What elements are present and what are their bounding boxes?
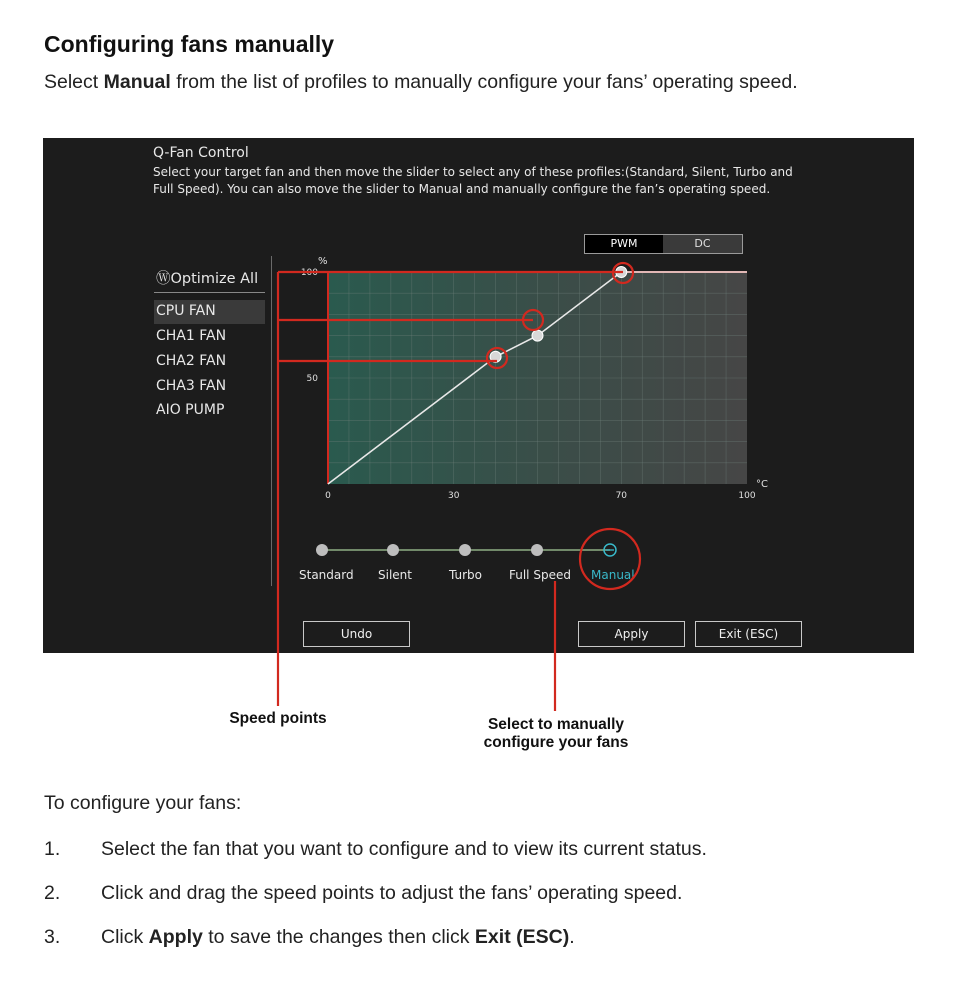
caption-speed-points: Speed points [229,710,327,727]
y-axis-label: % [318,256,328,267]
fan-item-cha2[interactable]: CHA2 FAN [156,353,227,369]
gauge-icon: Ⓦ [156,271,171,287]
step-number: 1. [44,838,61,860]
speed-point-marker-1 [487,348,507,368]
mode-pwm-button[interactable]: PWM [585,235,663,253]
caption-manual [470,716,642,752]
fan-item-cpu[interactable]: CPU FAN [156,303,216,319]
y-tick-label: 50 [306,374,318,384]
x-tick-label: 100 [738,491,756,501]
step-text-part: Click [101,926,149,948]
step-number: 3. [44,926,61,948]
step-text: Select the fan that you want to configure and to view its current status. [101,838,707,860]
fan-item-cha3[interactable]: CHA3 FAN [156,378,227,394]
profile-turbo[interactable]: Turbo [449,568,483,582]
caption-manual-line-1: Select to manually [487,716,625,733]
mode-dc-button[interactable]: DC [694,237,711,250]
profile-standard[interactable]: Standard [299,568,354,582]
exit-button[interactable]: Exit (ESC) [695,621,802,647]
undo-button[interactable]: Undo [303,621,410,647]
step-number: 2. [44,882,61,904]
manual-profile-marker [580,529,640,589]
x-axis-label: °C [756,479,768,490]
qfan-description-line-1: Select your target fan and then move the slider to select any of these profiles:(Standard, Silent, Turbo and [153,165,793,179]
intro-before: Select [44,71,104,93]
apply-button[interactable]: Apply [578,621,685,647]
step-bold-exit: Exit (ESC) [474,926,570,948]
step-text-part: to save the changes then click [202,926,475,948]
instructions-lead: To configure your fans: [44,792,242,814]
step-text: Click and drag the speed points to adjust the fans’ operating speed. [101,882,683,904]
profile-silent[interactable]: Silent [378,568,412,582]
profile-manual[interactable]: Manual [591,568,635,582]
step-text-part: . [569,926,575,948]
page-heading: Configuring fans manually [44,31,335,57]
profile-full-speed[interactable]: Full Speed [509,568,571,582]
step-text [101,926,575,949]
caption-manual-line-2: configure your fans [483,734,629,751]
x-tick-label: 30 [447,491,460,501]
intro-bold: Manual [103,71,171,93]
fan-item-aio-pump[interactable]: AIO PUMP [156,402,225,418]
intro-after: from the list of profiles to manually configure your fans’ operating speed. [170,71,798,93]
optimize-all-label: Optimize All [170,271,259,287]
qfan-description-line-2: Full Speed). You can also move the slider to Manual and manually configure the fan’s operating speed. [153,182,771,196]
x-tick-label: 0 [325,491,331,501]
qfan-title: Q-Fan Control [153,145,249,161]
step-bold-apply: Apply [148,926,203,948]
x-tick-label: 70 [615,491,628,501]
y-tick-label: 100 [300,268,318,278]
fan-item-cha1[interactable]: CHA1 FAN [156,328,227,344]
